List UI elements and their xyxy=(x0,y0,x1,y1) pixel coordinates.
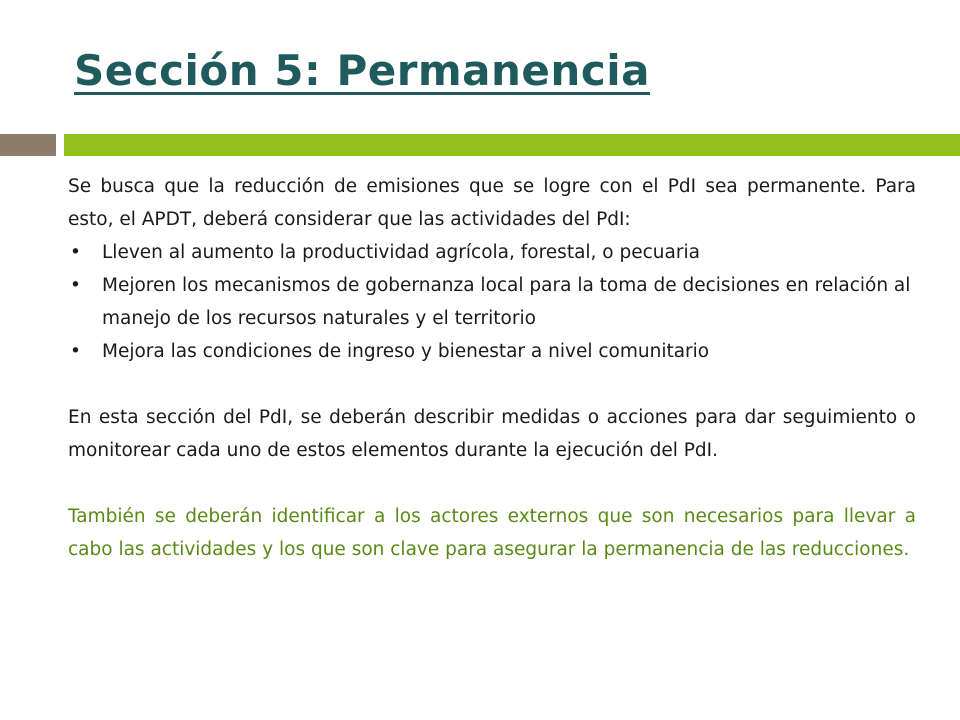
actors-paragraph: También se deberán identificar a los actores externos que son necesarios para llevar a cabo las actividades y los que son clave para asegurar la permanencia de las reducciones. xyxy=(68,506,916,560)
spacer xyxy=(68,368,916,401)
accent-bar-left xyxy=(0,134,56,156)
slide-title: Sección 5: Permanencia xyxy=(74,46,650,95)
bullet-icon: • xyxy=(70,341,81,362)
bullet-list xyxy=(68,236,916,368)
list-item-text: Mejoren los mecanismos de gobernanza local para la toma de decisiones en relación al manejo de los recursos naturales y el territorio xyxy=(102,275,911,329)
list-item xyxy=(68,335,916,368)
intro-paragraph: Se busca que la reducción de emisiones que se logre con el PdI sea permanente. Para esto, el APDT, deberá considerar que las actividades del PdI: xyxy=(68,176,916,230)
monitoring-paragraph: En esta sección del PdI, se deberán describir medidas o acciones para dar seguimiento o monitorear cada uno de estos elementos durante la ejecución del PdI. xyxy=(68,407,916,461)
list-item xyxy=(68,269,916,335)
slide-body xyxy=(68,170,916,566)
list-item-text: Mejora las condiciones de ingreso y bienestar a nivel comunitario xyxy=(102,341,710,362)
accent-bar-right xyxy=(64,134,960,156)
bullet-icon: • xyxy=(70,242,81,263)
bullet-icon: • xyxy=(70,275,81,296)
list-item xyxy=(68,236,916,269)
spacer xyxy=(68,467,916,500)
list-item-text: Lleven al aumento la productividad agrícola, forestal, o pecuaria xyxy=(102,242,700,263)
